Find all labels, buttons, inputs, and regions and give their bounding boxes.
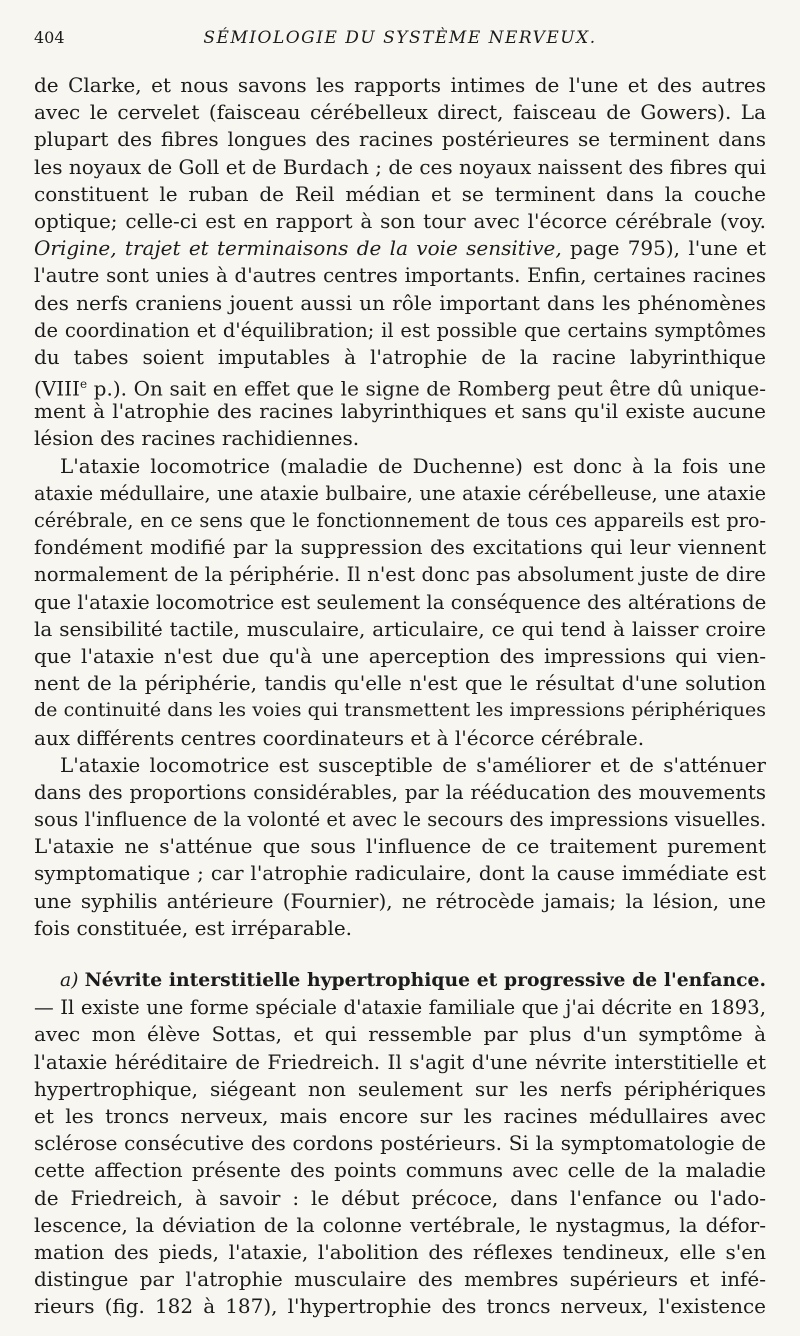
nerve-ref-sup: e bbox=[79, 377, 88, 392]
nerve-ref-open: (VIII bbox=[34, 376, 80, 401]
text-line: que l'ataxie n'est due qu'à une aperception des impressions qui vien- bbox=[34, 643, 766, 668]
text-line: une syphilis antérieure (Fournier), ne rétrocède jamais; la lésion, une bbox=[34, 888, 766, 913]
text-line: lésion des racines rachidiennes. bbox=[34, 426, 360, 451]
page-header bbox=[34, 22, 766, 52]
text-line: fondément modifié par la suppression des excitations qui leur viennent bbox=[34, 535, 766, 560]
text-line: dans des proportions considérables, par la rééducation des mouvements bbox=[34, 780, 766, 804]
paragraph-1 bbox=[34, 72, 766, 453]
text-line: avec le cervelet (faisceau cérébelleux direct, faisceau de Gowers). La bbox=[34, 100, 766, 125]
text-line: distingue par l'atrophie musculaire des membres supérieurs et infé- bbox=[34, 1267, 766, 1292]
text-line: de continuité dans les voies qui transmettent les impressions périphériques bbox=[34, 699, 766, 722]
text-line: de Friedreich, à savoir : le début précoce, dans l'enfance ou l'ado- bbox=[34, 1185, 766, 1210]
page-number: 404 bbox=[34, 28, 65, 47]
running-title: SÉMIOLOGIE DU SYSTÈME NERVEUX. bbox=[203, 28, 597, 48]
text-line: aux différents centres coordinateurs et à l'écorce cérébrale. bbox=[34, 725, 645, 750]
text-line: rieurs (fig. 182 à 187), l'hypertrophie des troncs nerveux, l'existence bbox=[34, 1294, 766, 1319]
text-line: mation des pieds, l'ataxie, l'abolition des réflexes tendineux, elle s'en bbox=[34, 1239, 766, 1264]
text-line: cérébrale, en ce sens que le fonctionnement de tous ces appareils est pro- bbox=[34, 509, 766, 532]
text-line: normalement de la périphérie. Il n'est donc pas absolument juste de dire bbox=[34, 563, 766, 587]
text-line: sclérose consécutive des cordons postérieurs. Si la symptomatologie de bbox=[34, 1131, 766, 1156]
text-line: sous l'influence de la volonté et avec le secours des impressions visuelles. bbox=[34, 808, 767, 832]
text-line: du tabes soient imputables à l'atrophie de la racine labyrinthique bbox=[34, 344, 766, 369]
text-line: et les troncs nerveux, mais encore sur les racines médullaires avec bbox=[34, 1103, 766, 1128]
reference-title: Origine, trajet et terminaisons de la voie sensitive, bbox=[34, 236, 562, 261]
text-line: symptomatique ; car l'atrophie radiculaire, dont la cause immédiate est bbox=[34, 861, 766, 886]
text-line: hypertrophique, siégeant non seulement sur les nerfs périphériques bbox=[34, 1076, 766, 1101]
text-line: l'autre sont unies à d'autres centres importants. Enfin, certaines racines bbox=[34, 264, 766, 288]
paragraph-3 bbox=[34, 752, 766, 942]
text-line: fois constituée, est irréparable. bbox=[34, 915, 353, 940]
section-heading-line bbox=[34, 967, 766, 994]
text-line: des nerfs craniens jouent aussi un rôle important dans les phénomènes bbox=[34, 290, 766, 315]
nerve-ref-rest: p.). On sait en effet que le signe de Romberg peut être dû unique- bbox=[87, 376, 766, 401]
text-line: les noyaux de Goll et de Burdach ; de ces noyaux naissent des fibres qui bbox=[34, 154, 766, 179]
section-heading: Névrite interstitielle hypertrophique et progressive de l'enfance. bbox=[84, 969, 766, 991]
section-a bbox=[34, 967, 766, 1320]
paragraph-2 bbox=[34, 453, 766, 752]
text-line: L'ataxie locomotrice (maladie de Duchenne) est donc à la fois une bbox=[60, 453, 766, 478]
text-line: ataxie médullaire, une ataxie bulbaire, une ataxie cérébelleuse, une ataxie bbox=[34, 481, 766, 505]
text-line: optique; celle-ci est en rapport à son tour avec l'écorce cérébrale (voy. bbox=[34, 208, 766, 233]
body-text bbox=[34, 72, 766, 1320]
text-line: de Clarke, et nous savons les rapports intimes de l'une et des autres bbox=[34, 73, 766, 97]
section-label: a) bbox=[60, 970, 79, 991]
text-line: constituent le ruban de Reil médian et se terminent dans la couche bbox=[34, 181, 766, 206]
reference-page: page 795), l'une et bbox=[561, 236, 766, 261]
text-line: nent de la périphérie, tandis qu'elle n'est que le résultat d'une solution bbox=[34, 671, 766, 696]
text-line: plupart des fibres longues des racines postérieures se terminent dans bbox=[34, 127, 766, 152]
text-line-reference bbox=[34, 235, 766, 262]
text-line: L'ataxie locomotrice est susceptible de s'améliorer et de s'atténuer bbox=[60, 752, 766, 777]
text-line: de coordination et d'équilibration; il est possible que certains symptômes bbox=[34, 318, 766, 342]
section-spacer bbox=[34, 942, 766, 967]
text-line: — Il existe une forme spéciale d'ataxie familiale que j'ai décrite en 1893, bbox=[34, 996, 766, 1020]
text-line: cette affection présente des points communs avec celle de la maladie bbox=[34, 1158, 766, 1183]
text-line: que l'ataxie locomotrice est seulement la conséquence des altérations de bbox=[34, 590, 767, 614]
text-line: L'ataxie ne s'atténue que sous l'influence de ce traitement purement bbox=[34, 834, 766, 859]
text-line: l'ataxie héréditaire de Friedreich. Il s'agit d'une névrite interstitielle et bbox=[34, 1049, 766, 1074]
text-line-nerve-ref bbox=[34, 371, 766, 401]
text-line: lescence, la déviation de la colonne vertébrale, le nystagmus, la défor- bbox=[34, 1212, 766, 1237]
text-line: ment à l'atrophie des racines labyrinthiques et sans qu'il existe aucune bbox=[34, 399, 766, 424]
text-line: avec mon élève Sottas, et qui ressemble par plus d'un symptôme à bbox=[34, 1022, 766, 1047]
text-line: la sensibilité tactile, musculaire, articulaire, ce qui tend à laisser croire bbox=[34, 616, 766, 641]
